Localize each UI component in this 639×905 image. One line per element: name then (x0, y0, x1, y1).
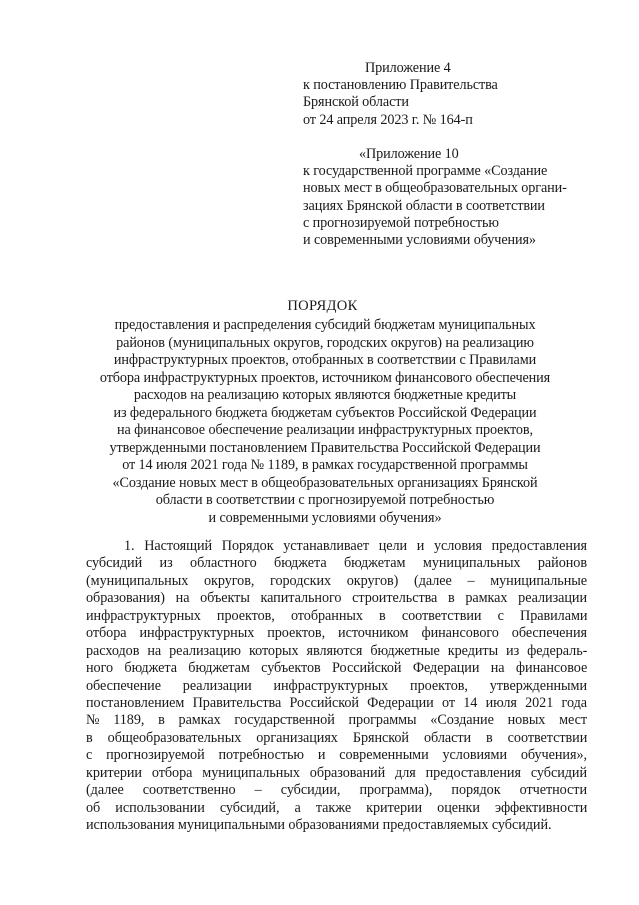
paragraph-line: в общеобразовательных организациях Брянской области в соответствии (86, 729, 588, 746)
appendix-10-line: с прогнозируемой потребностью (303, 214, 499, 231)
appendix-10-line: к государственной программе «Создание (303, 163, 548, 180)
paragraph-line: ного бюджета бюджетам субъектов Российской Федерации на финансовое (86, 660, 588, 677)
paragraph-line: (далее соответственно – субсидии, программа), порядок отчетности (86, 782, 587, 799)
appendix-4-line: к постановлению Правительства (303, 77, 498, 94)
paragraph-line: использования муниципальными образованиями предоставляемых субсидий. (86, 817, 552, 833)
subtitle-line: отбора инфраструктурных проектов, источником финансового обеспечения (99, 369, 551, 386)
paragraph-1 (86, 538, 587, 834)
appendix-4-line: Приложение 4 (365, 60, 451, 76)
subtitle-line: инфраструктурных проектов, отобранных в соответствии с Правилами (113, 352, 537, 369)
appendix-4-line: от 24 апреля 2023 г. № 164-п (303, 111, 473, 128)
subtitle-line: из федерального бюджета бюджетам субъектов Российской Федерации (113, 404, 537, 421)
paragraph-line: отбора инфраструктурных проектов, источником финансового обеспечения (86, 625, 587, 642)
paragraph-line: критерии отбора муниципальных образований для предоставления субсидий (86, 764, 587, 781)
document-subtitle (90, 317, 560, 528)
subtitle-line: области в соответствии с прогнозируемой потребностью (155, 492, 495, 509)
paragraph-line: (муниципальных округов, городских округов) (далее – муниципальные (86, 572, 587, 589)
paragraph-line: об использовании субсидий, а также критерии оценки эффективности (86, 799, 588, 816)
subtitle-line: и современными условиями обучения» (208, 510, 442, 527)
subtitle-line: «Создание новых мест в общеобразовательных организациях Брянской (112, 474, 538, 491)
appendix-10-line: новых мест в общеобразовательных органи- (303, 180, 567, 197)
subtitle-line: на финансовое обеспечение реализации инфраструктурных проектов, (117, 422, 533, 439)
appendix-10-header (303, 146, 567, 249)
appendix-10-line: «Приложение 10 (359, 146, 459, 162)
paragraph-line: обеспечение реализации инфраструктурных проектов, утвержденными (86, 677, 587, 694)
paragraph-line: 1. Настоящий Порядок устанавливает цели и условия предоставления (124, 538, 587, 554)
paragraph-line: № 1189, в рамках государственной программы «Создание новых мест (86, 712, 588, 729)
subtitle-line: предоставления и распределения субсидий бюджетам муниципальных (114, 317, 536, 333)
document-title: ПОРЯДОК (287, 298, 358, 314)
paragraph-line: субсидий из областного бюджета бюджетам муниципальных районов (86, 555, 587, 572)
subtitle-line: расходов на реализацию которых являются бюджетные кредиты (133, 387, 517, 404)
appendix-4-line: Брянской области (303, 94, 409, 111)
appendix-10-line: зациях Брянской области в соответствии (303, 197, 545, 214)
subtitle-line: утвержденными постановлением Правительства Российской Федерации (109, 439, 541, 456)
appendix-10-line: и современными условиями обучения» (303, 231, 536, 248)
paragraph-line: постановлением Правительства Российской Федерации от 14 июля 2021 года (86, 694, 587, 711)
subtitle-line: от 14 июля 2021 года № 1189, в рамках государственной программы (122, 457, 528, 474)
paragraph-line: расходов на реализацию которых являются бюджетные кредиты из федераль- (86, 642, 588, 659)
subtitle-line: районов (муниципальных округов, городских округов) на реализацию (116, 334, 534, 351)
paragraph-line: образования) на объекты капитального строительства в рамках реализации (86, 590, 587, 607)
appendix-4-header (303, 60, 498, 129)
paragraph-line: с прогнозируемой потребностью и современными условиями обучения», (86, 747, 587, 764)
paragraph-line: инфраструктурных проектов, отобранных в соответствии с Правилами (86, 607, 588, 624)
